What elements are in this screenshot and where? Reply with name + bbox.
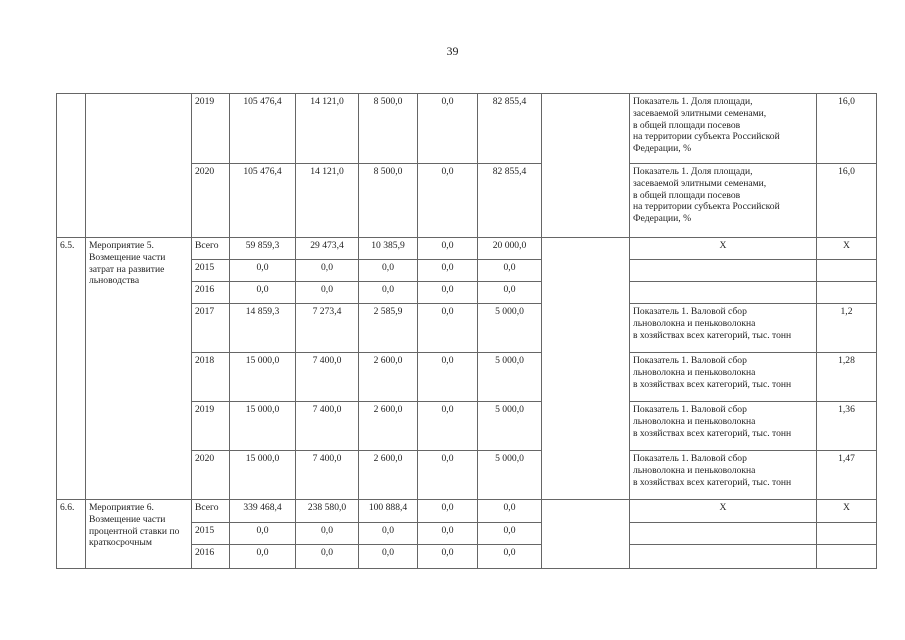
other-cell: 5 000,0 [478, 451, 542, 500]
indicator-cell: Показатель 1. Валовой сбор льноволокна и пеньковолокна в хозяйствах всех категорий, тыс. тонн [630, 304, 817, 353]
total-cell: 15 000,0 [230, 451, 296, 500]
local-cell: 0,0 [418, 282, 478, 304]
other-cell: 5 000,0 [478, 353, 542, 402]
indicator-cell: Х [630, 238, 817, 260]
federal-cell: 14 121,0 [296, 94, 359, 164]
item-name: Мероприятие 6. Возмещение части процентной ставки по краткосрочным [86, 500, 192, 569]
year-cell: 2017 [192, 304, 230, 353]
regional-cell: 2 600,0 [359, 451, 418, 500]
indicator-cell [630, 523, 817, 545]
year-cell: 2018 [192, 353, 230, 402]
target-cell [817, 523, 877, 545]
local-cell: 0,0 [418, 402, 478, 451]
other-cell: 20 000,0 [478, 238, 542, 260]
item-number: 6.6. [57, 500, 86, 569]
indicator-cell: Показатель 1. Валовой сбор льноволокна и пеньковолокна в хозяйствах всех категорий, тыс. тонн [630, 353, 817, 402]
year-cell: 2016 [192, 545, 230, 569]
federal-cell: 7 273,4 [296, 304, 359, 353]
regional-cell: 10 385,9 [359, 238, 418, 260]
year-cell: 2019 [192, 94, 230, 164]
indicator-cell: Х [630, 500, 817, 523]
other-cell: 82 855,4 [478, 94, 542, 164]
local-cell: 0,0 [418, 238, 478, 260]
other-cell: 0,0 [478, 500, 542, 523]
total-cell: 0,0 [230, 523, 296, 545]
year-cell: 2015 [192, 523, 230, 545]
regional-cell: 2 600,0 [359, 353, 418, 402]
item-number: 6.5. [57, 238, 86, 500]
local-cell: 0,0 [418, 353, 478, 402]
item-name [86, 94, 192, 238]
total-cell: 0,0 [230, 282, 296, 304]
regional-cell: 2 585,9 [359, 304, 418, 353]
target-cell: 1,2 [817, 304, 877, 353]
program-table [56, 93, 877, 569]
year-cell: 2015 [192, 260, 230, 282]
target-cell: 16,0 [817, 94, 877, 164]
indicator-cell [630, 282, 817, 304]
regional-cell: 0,0 [359, 282, 418, 304]
blank-cell [542, 94, 630, 238]
year-cell: Всего [192, 500, 230, 523]
local-cell: 0,0 [418, 164, 478, 238]
federal-cell: 0,0 [296, 260, 359, 282]
other-cell: 0,0 [478, 260, 542, 282]
indicator-cell: Показатель 1. Валовой сбор льноволокна и пеньковолокна в хозяйствах всех категорий, тыс. тонн [630, 451, 817, 500]
federal-cell: 238 580,0 [296, 500, 359, 523]
year-cell: 2019 [192, 402, 230, 451]
indicator-cell [630, 545, 817, 569]
regional-cell: 100 888,4 [359, 500, 418, 523]
other-cell: 82 855,4 [478, 164, 542, 238]
year-cell: Всего [192, 238, 230, 260]
federal-cell: 0,0 [296, 282, 359, 304]
year-cell: 2020 [192, 451, 230, 500]
regional-cell: 8 500,0 [359, 94, 418, 164]
local-cell: 0,0 [418, 451, 478, 500]
table-row [57, 94, 877, 164]
item-name: Мероприятие 5. Возмещение части затрат на развитие льноводства [86, 238, 192, 500]
federal-cell: 7 400,0 [296, 353, 359, 402]
other-cell: 0,0 [478, 523, 542, 545]
other-cell: 0,0 [478, 545, 542, 569]
target-cell: 1,36 [817, 402, 877, 451]
federal-cell: 29 473,4 [296, 238, 359, 260]
other-cell: 0,0 [478, 282, 542, 304]
local-cell: 0,0 [418, 94, 478, 164]
local-cell: 0,0 [418, 260, 478, 282]
local-cell: 0,0 [418, 500, 478, 523]
other-cell: 5 000,0 [478, 402, 542, 451]
item-number [57, 94, 86, 238]
table-row [57, 500, 877, 523]
regional-cell: 0,0 [359, 545, 418, 569]
target-cell: 1,47 [817, 451, 877, 500]
local-cell: 0,0 [418, 304, 478, 353]
indicator-cell: Показатель 1. Доля площади, засеваемой элитными семенами, в общей площади посевов на территории субъекта Российской Федерации, % [630, 94, 817, 164]
target-cell [817, 282, 877, 304]
total-cell: 105 476,4 [230, 94, 296, 164]
total-cell: 339 468,4 [230, 500, 296, 523]
target-cell: 1,28 [817, 353, 877, 402]
total-cell: 59 859,3 [230, 238, 296, 260]
local-cell: 0,0 [418, 523, 478, 545]
target-cell: Х [817, 238, 877, 260]
target-cell [817, 260, 877, 282]
target-cell [817, 545, 877, 569]
total-cell: 0,0 [230, 545, 296, 569]
federal-cell: 0,0 [296, 523, 359, 545]
regional-cell: 8 500,0 [359, 164, 418, 238]
blank-cell [542, 238, 630, 500]
target-cell: Х [817, 500, 877, 523]
indicator-cell: Показатель 1. Доля площади, засеваемой элитными семенами, в общей площади посевов на территории субъекта Российской Федерации, % [630, 164, 817, 238]
indicator-cell [630, 260, 817, 282]
year-cell: 2016 [192, 282, 230, 304]
total-cell: 0,0 [230, 260, 296, 282]
total-cell: 15 000,0 [230, 353, 296, 402]
page-number: 39 [446, 44, 459, 58]
other-cell: 5 000,0 [478, 304, 542, 353]
target-cell: 16,0 [817, 164, 877, 238]
federal-cell: 0,0 [296, 545, 359, 569]
indicator-cell: Показатель 1. Валовой сбор льноволокна и пеньковолокна в хозяйствах всех категорий, тыс. тонн [630, 402, 817, 451]
federal-cell: 7 400,0 [296, 451, 359, 500]
table-row [57, 238, 877, 260]
total-cell: 105 476,4 [230, 164, 296, 238]
federal-cell: 7 400,0 [296, 402, 359, 451]
local-cell: 0,0 [418, 545, 478, 569]
total-cell: 15 000,0 [230, 402, 296, 451]
federal-cell: 14 121,0 [296, 164, 359, 238]
total-cell: 14 859,3 [230, 304, 296, 353]
regional-cell: 0,0 [359, 260, 418, 282]
regional-cell: 2 600,0 [359, 402, 418, 451]
year-cell: 2020 [192, 164, 230, 238]
blank-cell [542, 500, 630, 569]
regional-cell: 0,0 [359, 523, 418, 545]
